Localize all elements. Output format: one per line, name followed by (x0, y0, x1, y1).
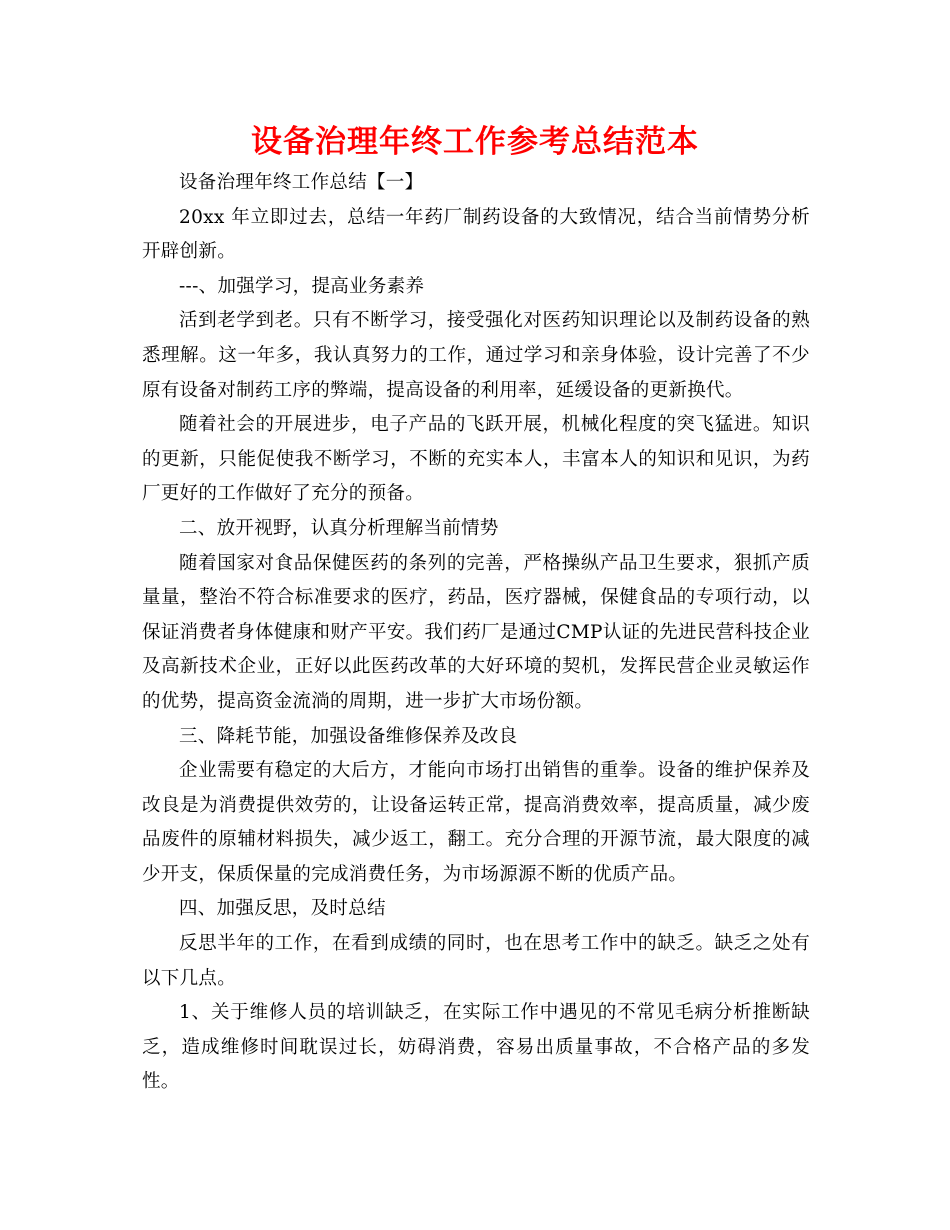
document-title: 设备治理年终工作参考总结范本 (251, 124, 699, 160)
section-heading-one: 设备治理年终工作总结【一】 (179, 172, 424, 193)
section-heading-reflection: 四、加强反思，及时总结 (179, 898, 386, 920)
reflection-paragraph: 反思半年的工作，在看到成绩的同时，也在思考工作中的缺乏。缺乏之处有以下几点。 (142, 933, 810, 989)
energy-paragraph: 企业需要有稳定的大后方，才能向市场打出销售的重拳。设备的维护保养及改良是为消费提供效劳的，让设备运转正常，提高消费效率，提高质量，减少废品废件的原辅材料损失，减少返工，翻工。充分合理的开源节流，最大限度的减少开支，保质保量的完成消费任务，为市场源源不断的优质产品。 (142, 760, 810, 885)
section-heading-energy: 三、降耗节能，加强设备维修保养及改良 (179, 725, 518, 747)
section-heading-vision: 二、放开视野，认真分析理解当前情势 (179, 517, 499, 539)
vision-paragraph: 随着国家对食品保健医药的条列的完善，严格操纵产品卫生要求，狠抓产质量量，整治不符合标准要求的医疗，药品，医疗器械，保健食品的专项行动，以保证消费者身体健康和财产平安。我们药厂是通过CMP认证的先进民营科技企业及高新技术企业，正好以此医药改革的大好环境的契机，发挥民营企业灵敏运作的优势，提高资金流淌的周期，进一步扩大市场份额。 (142, 552, 810, 712)
document-body (142, 166, 810, 1100)
learning-paragraph-2: 随着社会的开展进步，电子产品的飞跃开展，机械化程度的突飞猛进。知识的更新，只能促使我不断学习，不断的充实本人，丰富本人的知识和见识，为药厂更好的工作做好了充分的预备。 (142, 414, 810, 505)
intro-paragraph: 20xx 年立即过去，总结一年药厂制药设备的大致情况，结合当前情势分析开辟创新。 (142, 206, 810, 263)
learning-paragraph-1: 活到老学到老。只有不断学习，接受强化对医药知识理论以及制药设备的熟悉理解。这一年多，我认真努力的工作，通过学习和亲身体验，设计完善了不少原有设备对制药工序的弊端，提高设备的利用率，延缓设备的更新换代。 (142, 310, 810, 401)
list-item-1: 1、关于维修人员的培训缺乏，在实际工作中遇见的不常见毛病分析推断缺乏，造成维修时间耽误过长，妨碍消费，容易出质量事故，不合格产品的多发性。 (142, 1002, 810, 1093)
section-heading-learning: ---、加强学习，提高业务素养 (179, 275, 425, 297)
